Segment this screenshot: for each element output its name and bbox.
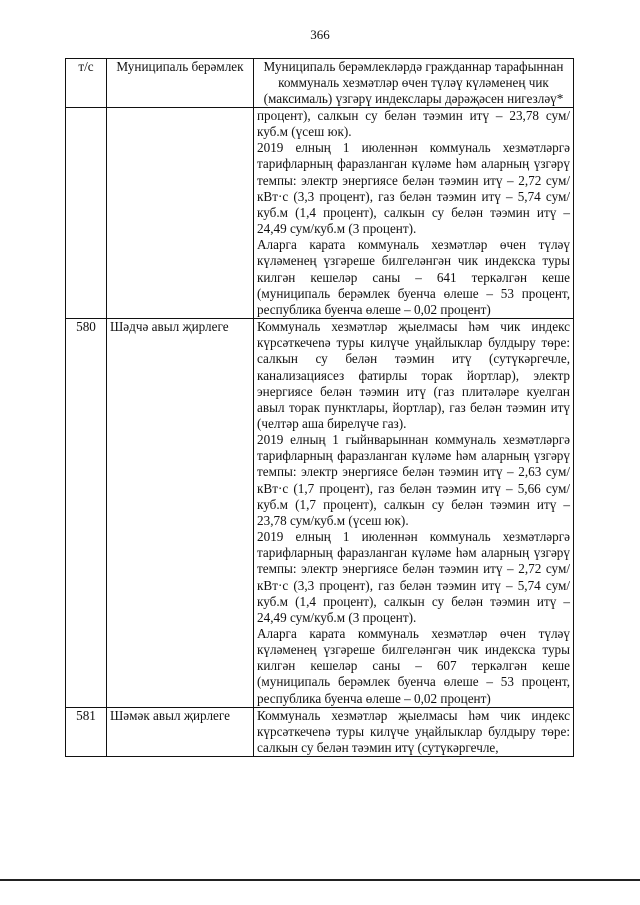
row-number: 581	[66, 707, 107, 756]
row-number: 580	[66, 319, 107, 708]
row-municipality-name: Шәдчә авыл җирлеге	[107, 319, 254, 708]
table-row	[66, 707, 574, 756]
description-paragraph: процент), салкын су белән тәэмин итү – 23,78 сум/куб.м (үсеш юк).	[257, 108, 570, 140]
description-paragraph: 2019 елның 1 гыйнварыннан коммуналь хезмәтләргә тарифларның фаразланган күләме һәм аларның үзгәрү темпы: электр энергиясе белән тәэмин итү – 2,63 сум/кВт·с (1,7 процент), газ белән тәэмин итү – 5,66 сум/куб.м (1,7 процент), салкын су белән тәэмин итү – 23,78 сум/куб.м (үсеш юк).	[257, 432, 570, 528]
row-municipality-name: Шәмәк авыл җирлеге	[107, 707, 254, 756]
header-description: Муниципаль берәмлекләрдә гражданнар тарафыннан коммуналь хезмәтләр өчен түләү күләменең чик (максималь) үзгәрү индекслары дәрәҗәсен нигезләү*	[254, 59, 574, 108]
header-number: т/с	[66, 59, 107, 108]
page-number: 366	[310, 27, 330, 42]
row-municipality-name	[107, 108, 254, 319]
description-paragraph: Коммуналь хезмәтләр җыелмасы һәм чик индекс күрсәткечenә туры килүче уңайлыклар булдыру төре: салкын су белән тәэмин итү (сутүкәргечле, канализациясез фатирлы торак йортлар), электр энергиясе белән тәэмин итү (газ плитәләре куелган авыл торак пунктлары, йортлар), газ белән тәэмин итү (челтәр аша бирелүче газ).	[257, 319, 570, 431]
row-description	[254, 707, 574, 756]
description-paragraph: Аларга карата коммуналь хезмәтләр өчен түләү күләменең үзгәреше билгеләнгән чик индекска туры килгән кешеләр саны – 607 теркәлгән кеше (муниципаль берәмлек буенча өлеше – 53 процент, республика буенча өлеше – 0,02 процент)	[257, 626, 570, 706]
municipal-index-table	[65, 58, 574, 757]
table-row	[66, 319, 574, 708]
row-description	[254, 108, 574, 319]
row-number	[66, 108, 107, 319]
description-paragraph: 2019 елның 1 июленнән коммуналь хезмәтләргә тарифларның фаразланган күләме һәм аларның үзгәрү темпы: электр энергиясе белән тәэмин итү – 2,72 сум/кВт·с (3,3 процент), газ белән тәэмин итү – 5,74 сум/куб.м (1,4 процент), салкын су белән тәэмин итү – 24,49 сум/куб.м (3 процент).	[257, 529, 570, 625]
description-paragraph: 2019 елның 1 июленнән коммуналь хезмәтләргә тарифларның фаразланган күләме һәм аларның үзгәрү темпы: электр энергиясе белән тәэмин итү – 2,72 сум/кВт·с (3,3 процент), газ белән тәэмин итү – 5,74 сум/куб.м (1,4 процент), салкын су белән тәэмин итү – 24,49 сум/куб.м (3 процент).	[257, 140, 570, 237]
table-header-row	[66, 59, 574, 108]
description-paragraph: Аларга карата коммуналь хезмәтләр өчен түләү күләменең үзгәреше билгеләнгән чик индекска туры килгән кешеләр саны – 641 теркәлгән кеше (муниципаль берәмлек буенча өлеше – 53 процент, республика буенча өлеше – 0,02 процент)	[257, 237, 570, 317]
row-description	[254, 319, 574, 708]
table-row	[66, 108, 574, 319]
header-municipality: Муниципаль берәмлек	[107, 59, 254, 108]
description-paragraph: Коммуналь хезмәтләр җыелмасы һәм чик индекс күрсәткечenә туры килүче уңайлыклар булдыру төре: салкын су белән тәэмин итү (сутүкәргечле,	[257, 707, 570, 756]
page-bottom-rule	[0, 879, 640, 881]
